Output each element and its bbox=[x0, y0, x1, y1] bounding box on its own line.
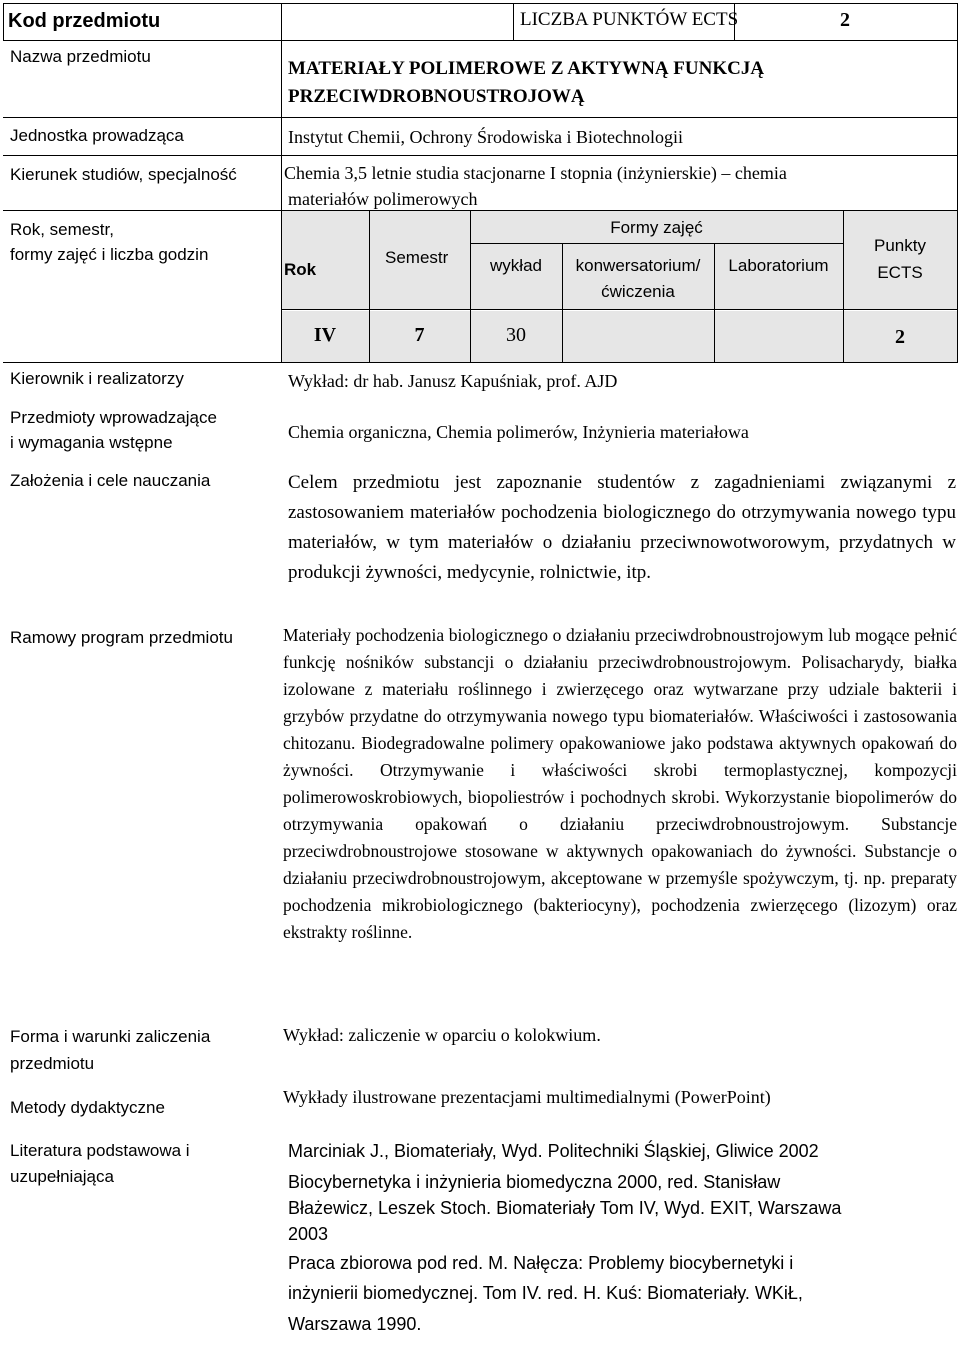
rule-top bbox=[3, 3, 958, 4]
rule-ects-divider bbox=[513, 3, 514, 40]
program-label: Ramowy program przedmiotu bbox=[10, 628, 233, 647]
course-name-line1: MATERIAŁY POLIMEROWE Z AKTYWNĄ FUNKCJĄ bbox=[288, 58, 765, 79]
schedule-label-line1: Rok, semestr, bbox=[10, 220, 114, 239]
unit-value: Instytut Chemii, Ochrony Środowiska i Biotechnologii bbox=[288, 127, 683, 147]
schedule-col-konw-line2: ćwiczenia bbox=[601, 282, 675, 301]
prereq-value: Chemia organiczna, Chemia polimerów, Inżynieria materiałowa bbox=[288, 422, 749, 442]
schedule-col-lab: Laboratorium bbox=[728, 256, 829, 275]
schedule-col-semestr: Semestr bbox=[385, 248, 449, 267]
rule-direction-bottom bbox=[3, 210, 958, 211]
lead-label: Kierownik i realizatorzy bbox=[10, 369, 184, 388]
rule-schedule-mid bbox=[281, 309, 957, 310]
schedule-val-punkty: 2 bbox=[895, 326, 905, 348]
literature-item: Warszawa 1990. bbox=[288, 1314, 422, 1334]
goals-value: Celem przedmiotu jest zapoznanie studentów z zagadnieniami związanymi z zastosowaniem materiałów pochodzenia biologicznego do otrzymywania nowego typu materiałów, w tym materiałów o działaniu przeciwnowotworowym, przydatnych w produkcji żywności, medycynie, rolnictwie, itp. bbox=[288, 472, 956, 583]
rule-unit-bottom bbox=[3, 155, 958, 156]
prereq-label-line1: Przedmioty wprowadzające bbox=[10, 408, 217, 427]
ects-label: LICZBA PUNKTÓW ECTS bbox=[520, 9, 739, 30]
methods-label: Metody dydaktyczne bbox=[10, 1098, 165, 1117]
course-name-label: Nazwa przedmiotu bbox=[10, 47, 151, 66]
schedule-col-konw-line1: konwersatorium/ bbox=[575, 256, 701, 275]
prereq-label-line2: i wymagania wstępne bbox=[10, 433, 173, 452]
schedule-col-punkty-line2: ECTS bbox=[877, 263, 923, 282]
assessment-label-line1: Forma i warunki zaliczenia bbox=[10, 1027, 211, 1046]
literature-label-line2: uzupełniająca bbox=[10, 1167, 114, 1186]
assessment-label-line2: przedmiotu bbox=[10, 1054, 95, 1073]
schedule-label-line2: formy zajęć i liczba godzin bbox=[10, 245, 209, 264]
rule-right bbox=[957, 3, 958, 363]
literature-label-line1: Literatura podstawowa i bbox=[10, 1141, 190, 1160]
assessment-value: Wykład: zaliczenie w oparciu o kolokwium. bbox=[283, 1025, 601, 1045]
direction-label: Kierunek studiów, specjalność bbox=[10, 165, 237, 184]
literature-item: Biocybernetyka i inżynieria biomedyczna 2000, red. Stanisław bbox=[288, 1172, 781, 1192]
goals-label: Założenia i cele nauczania bbox=[10, 471, 211, 490]
methods-value: Wykłady ilustrowane prezentacjami multimedialnymi (PowerPoint) bbox=[283, 1087, 771, 1107]
rule-name-bottom bbox=[3, 117, 958, 118]
literature-item: 2003 bbox=[288, 1224, 329, 1244]
rule-formy-under bbox=[470, 243, 843, 244]
direction-line2: materiałów polimerowych bbox=[288, 189, 478, 209]
program-value: Materiały pochodzenia biologicznego o działaniu przeciwdrobnoustrojowym lub mogące pełnić funkcję nośników substancji o działaniu przeciwdrobnoustrojowym. Polisacharydy, białka izolowane z materiału roślinnego i zwierzęcego oraz wytwarzane przy udziale bakterii i grzybów przydatne do otrzymywania nowego typu biomateriałów. Właściwości i zastosowania chitozanu. Biodegradowalne polimery opakowaniowe jako podstawa aktywnych opakowań do żywności. Otrzymywanie i właściwości skrobi termoplastycznej, kompozycji polimerowoskrobiowych, biopoliestrów i pochodnych skrobi. Wykorzystanie biopolimerów do otrzymywania opakowań o działaniu przeciwdrobnoustrojowym. Substancje przeciwdrobnoustrojowe stosowane w aktywnych opakowaniach do żywności. Substancje o działaniu przeciwdrobnoustrojowym, akceptowane w przemyśle spożywczym, tj. np. preparaty pochodzenia mikrobiologicznego (bakteriocyny), pochodzenia zwierzęcego (lizozym) oraz ekstrakty roślinne. bbox=[283, 625, 957, 942]
course-name-line2: PRZECIWDROBNOUSTROJOWĄ bbox=[288, 86, 585, 107]
rule-header-bottom bbox=[3, 40, 958, 41]
literature-item: Błażewicz, Leszek Stoch. Biomateriały Tom IV, Wyd. EXIT, Warszawa bbox=[288, 1198, 842, 1218]
schedule-val-semestr: 7 bbox=[414, 324, 425, 346]
literature-item: Marciniak J., Biomateriały, Wyd. Politechniki Śląskiej, Gliwice 2002 bbox=[288, 1141, 819, 1161]
schedule-col-punkty-line1: Punkty bbox=[874, 236, 926, 255]
direction-line1: Chemia 3,5 letnie studia stacjonarne I stopnia (inżynierskie) – chemia bbox=[284, 163, 787, 183]
ects-value: 2 bbox=[840, 9, 850, 31]
lead-value: Wykład: dr hab. Janusz Kapuśniak, prof. AJD bbox=[288, 371, 618, 391]
schedule-val-rok: IV bbox=[313, 324, 337, 346]
unit-label: Jednostka prowadząca bbox=[10, 126, 184, 145]
schedule-col-rok: Rok bbox=[284, 260, 317, 279]
rule-schedule-bottom bbox=[3, 362, 958, 363]
schedule-val-wyklad: 30 bbox=[506, 324, 526, 346]
literature-item: Praca zbiorowa pod red. M. Nałęcza: Problemy biocybernetyki i bbox=[288, 1253, 794, 1273]
course-code-label: Kod przedmiotu bbox=[8, 10, 161, 32]
literature-item: inżynierii biomedycznej. Tom IV. red. H. Kuś: Biomateriały. WKiŁ, bbox=[288, 1283, 803, 1303]
rule-left bbox=[3, 3, 4, 41]
schedule-col-formy: Formy zajęć bbox=[610, 218, 703, 237]
schedule-col-wyklad: wykład bbox=[490, 256, 542, 275]
